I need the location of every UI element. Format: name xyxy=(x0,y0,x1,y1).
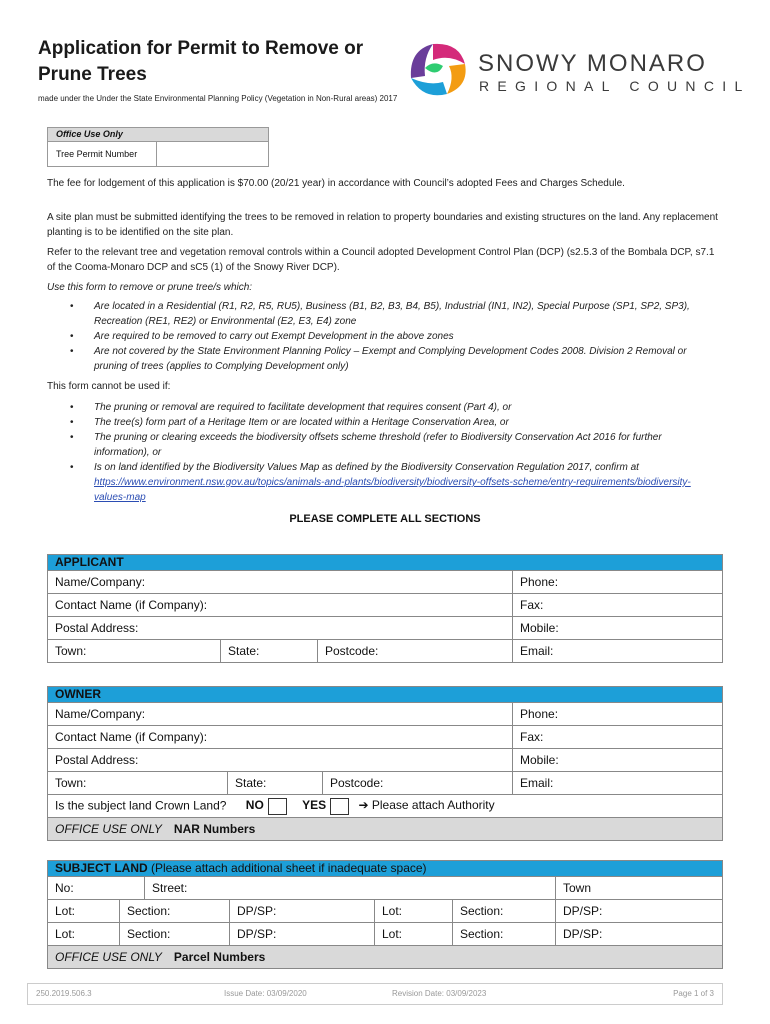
crown-yes-label: YES xyxy=(302,798,327,813)
use-list xyxy=(70,299,720,374)
owner-email-field[interactable]: Email: xyxy=(513,772,723,795)
dcp-paragraph: Refer to the relevant tree and vegetation removal controls within a Council adopted Development Control Plan (DCP) (s2.5.3 of the Bombala DCP, s7.1 of the Cooma-Monaro DCP and sC5 (1) of the Snowy River DCP). xyxy=(47,247,715,273)
applicant-town-field[interactable]: Town: xyxy=(48,640,221,663)
owner-phone-field[interactable]: Phone: xyxy=(513,703,723,726)
lot-field[interactable]: Lot: xyxy=(375,900,453,923)
list-item: • The pruning or removal are required to facilitate development that requires consent (Part 4), or xyxy=(70,400,720,415)
owner-heading: OWNER xyxy=(48,687,723,703)
subject-land-section xyxy=(47,860,723,969)
page-title: Application for Permit to Remove or Prune Trees xyxy=(38,38,364,85)
applicant-email-field[interactable]: Email: xyxy=(513,640,723,663)
lot-field[interactable]: Lot: xyxy=(48,923,120,946)
tree-permit-number-field[interactable] xyxy=(157,142,268,166)
owner-state-field[interactable]: State: xyxy=(228,772,323,795)
subject-street-field[interactable]: Street: xyxy=(145,877,556,900)
owner-name-field[interactable]: Name/Company: xyxy=(48,703,513,726)
biodiversity-text: Is on land identified by the Biodiversity Values Map as defined by the Biodiversity Conservation Regulation 2017, confirm at xyxy=(94,462,639,473)
list-item: • The pruning or clearing exceeds the biodiversity offsets scheme threshold (refer to Biodiversity Conservation Act 2016 for further information), or xyxy=(70,430,720,460)
applicant-section xyxy=(47,554,723,663)
section-field[interactable]: Section: xyxy=(120,900,230,923)
logo-name: SNOWY MONARO xyxy=(478,50,707,77)
list-item: • The tree(s) form part of a Heritage Item or are located within a Heritage Conservation Area, or xyxy=(70,415,720,430)
fee-paragraph: The fee for lodgement of this application is $70.00 (20/21 year) in accordance with Council’s adopted Fees and Charges Schedule. xyxy=(47,178,625,189)
owner-postal-field[interactable]: Postal Address: xyxy=(48,749,513,772)
dpsp-field[interactable]: DP/SP: xyxy=(556,900,723,923)
crown-no-checkbox[interactable] xyxy=(268,798,287,815)
owner-town-field[interactable]: Town: xyxy=(48,772,228,795)
crown-no-label: NO xyxy=(245,798,264,813)
dpsp-field[interactable]: DP/SP: xyxy=(230,923,375,946)
section-field[interactable]: Section: xyxy=(453,900,556,923)
crown-land-row xyxy=(48,795,723,818)
applicant-postal-field[interactable]: Postal Address: xyxy=(48,617,513,640)
applicant-name-field[interactable]: Name/Company: xyxy=(48,571,513,594)
attach-authority-note: ➔ Please attach Authority xyxy=(358,798,495,813)
issue-date: Issue Date: 03/09/2020 xyxy=(224,989,307,998)
applicant-phone-field[interactable]: Phone: xyxy=(513,571,723,594)
document-code: 250.2019.506.3 xyxy=(36,989,92,998)
complete-all-sections-heading: PLEASE COMPLETE ALL SECTIONS xyxy=(289,513,481,525)
applicant-state-field[interactable]: State: xyxy=(221,640,318,663)
site-plan-paragraph: A site plan must be submitted identifying the trees to be removed in relation to property boundaries and existing structures on the land. Any replacement planting is to be identified on the site plan. xyxy=(47,212,718,238)
owner-contact-field[interactable]: Contact Name (if Company): xyxy=(48,726,513,749)
owner-postcode-field[interactable]: Postcode: xyxy=(323,772,513,795)
list-item xyxy=(70,460,720,505)
cannot-heading: This form cannot be used if: xyxy=(47,381,171,392)
section-field[interactable]: Section: xyxy=(453,923,556,946)
subject-office-use-row xyxy=(48,946,723,969)
dpsp-field[interactable]: DP/SP: xyxy=(230,900,375,923)
applicant-mobile-field[interactable]: Mobile: xyxy=(513,617,723,640)
page-subtitle: made under the Under the State Environmental Planning Policy (Vegetation in Non-Rural areas) 2017 xyxy=(38,94,398,103)
lot-field[interactable]: Lot: xyxy=(48,900,120,923)
subject-land-note: (Please attach additional sheet if inadequate space) xyxy=(151,861,427,875)
crown-land-question: Is the subject land Crown Land? xyxy=(55,798,227,813)
page-footer xyxy=(27,983,723,1005)
list-item: • Are required to be removed to carry out Exempt Development in the above zones xyxy=(70,329,720,344)
subject-no-field[interactable]: No: xyxy=(48,877,145,900)
dpsp-field[interactable]: DP/SP: xyxy=(556,923,723,946)
office-use-label: OFFICE USE ONLY xyxy=(55,822,162,836)
applicant-heading: APPLICANT xyxy=(48,555,723,571)
revision-date: Revision Date: 03/09/2023 xyxy=(392,989,487,998)
subject-land-heading: SUBJECT LAND (Please attach additional sheet if inadequate space) xyxy=(48,861,723,877)
office-use-heading: Office Use Only xyxy=(48,128,268,142)
nar-numbers-label: NAR Numbers xyxy=(173,822,256,836)
section-field[interactable]: Section: xyxy=(120,923,230,946)
cannot-list xyxy=(70,400,720,505)
subject-town-field[interactable]: Town xyxy=(556,877,723,900)
parcel-numbers-label: Parcel Numbers xyxy=(173,950,266,964)
owner-office-use-row xyxy=(48,818,723,841)
applicant-fax-field[interactable]: Fax: xyxy=(513,594,723,617)
council-logo-mark-icon xyxy=(403,38,473,98)
owner-mobile-field[interactable]: Mobile: xyxy=(513,749,723,772)
office-use-label: OFFICE USE ONLY xyxy=(55,950,162,964)
office-use-box xyxy=(47,127,269,167)
use-heading: Use this form to remove or prune tree/s which: xyxy=(47,282,253,293)
applicant-postcode-field[interactable]: Postcode: xyxy=(318,640,513,663)
lot-field[interactable]: Lot: xyxy=(375,923,453,946)
owner-fax-field[interactable]: Fax: xyxy=(513,726,723,749)
biodiversity-map-link[interactable]: https://www.environment.nsw.gov.au/topics/animals-and-plants/biodiversity/biodiversity-offsets-scheme/entry-requirements/biodiversity-values-map xyxy=(94,477,691,503)
applicant-contact-field[interactable]: Contact Name (if Company): xyxy=(48,594,513,617)
tree-permit-number-label: Tree Permit Number xyxy=(48,142,157,166)
list-item: • Are not covered by the State Environment Planning Policy – Exempt and Complying Development Codes 2008. Division 2 Removal or pruning of trees (applies to Complying Development only) xyxy=(70,344,720,374)
crown-yes-checkbox[interactable] xyxy=(330,798,349,815)
page-number: Page 1 of 3 xyxy=(673,989,714,998)
owner-section xyxy=(47,686,723,841)
list-item: • Are located in a Residential (R1, R2, R5, RU5), Business (B1, B2, B3, B4, B5), Industrial (IN1, IN2), Special Purpose (SP1, SP2, SP3), Recreation (RE1, RE2) or Environmental (E2, E3, E4) zone xyxy=(70,299,720,329)
logo-subtitle: REGIONAL COUNCIL xyxy=(479,78,751,94)
